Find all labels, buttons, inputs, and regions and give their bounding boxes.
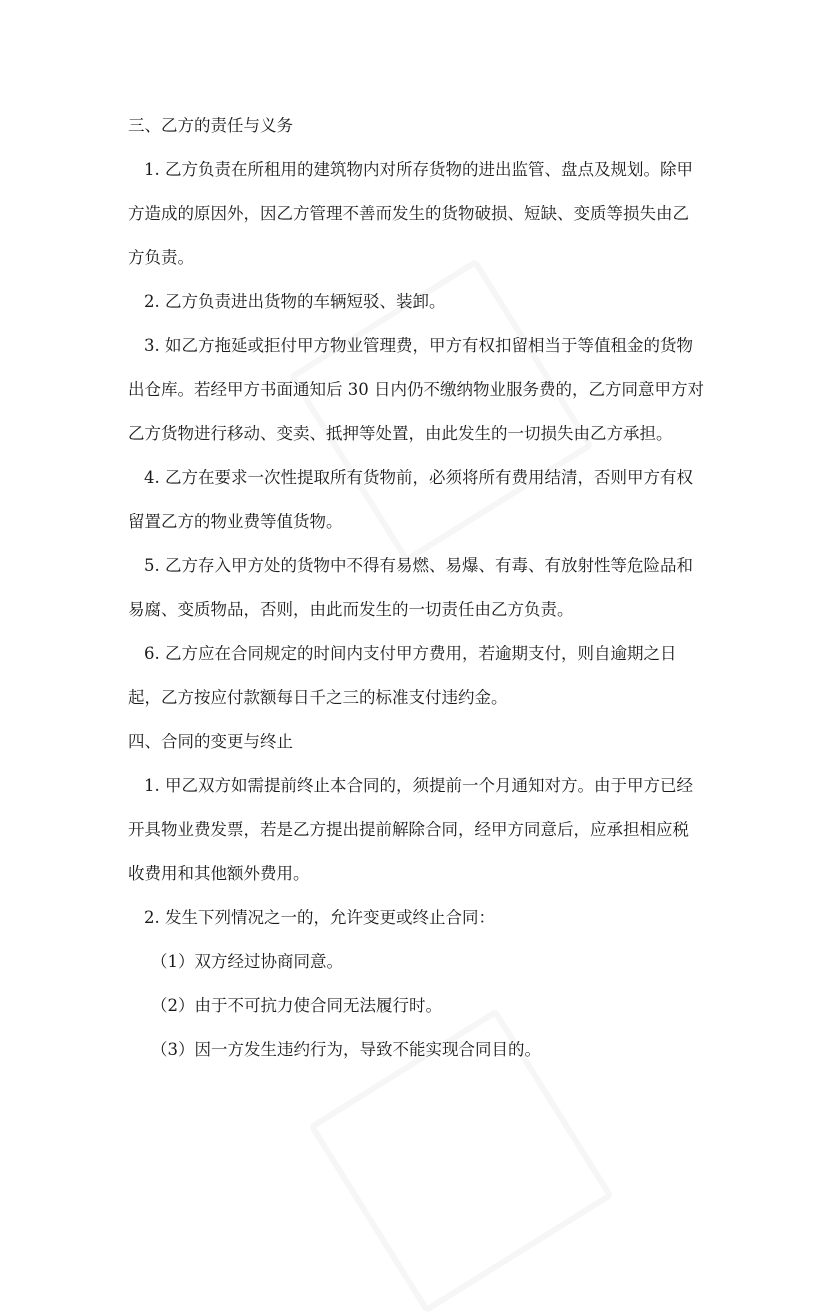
section-heading: 四、合同的变更与终止	[128, 732, 293, 751]
paragraph-line: 3. 如乙方拖延或拒付甲方物业管理费，甲方有权扣留相当于等值租金的货物	[144, 336, 693, 355]
paragraph-line: 1. 甲乙双方如需提前终止本合同的，须提前一个月通知对方。由于甲方已经	[144, 776, 693, 795]
paragraph-line: 乙方货物进行移动、变卖、抵押等处置，由此发生的一切损失由乙方承担。	[128, 424, 673, 443]
paragraph-line: 2. 发生下列情况之一的，允许变更或终止合同：	[144, 908, 495, 927]
paragraph-line: 出仓库。若经甲方书面通知后 30 日内仍不缴纳物业服务费的，乙方同意甲方对	[128, 380, 704, 399]
paragraph-line: 5. 乙方存入甲方处的货物中不得有易燃、易爆、有毒、有放射性等危险品和	[144, 556, 693, 575]
paragraph-line: 1. 乙方负责在所租用的建筑物内对所存货物的进出监管、盘点及规划。除甲	[144, 160, 693, 179]
paragraph-line: 易腐、变质物品，否则，由此而发生的一切责任由乙方负责。	[128, 600, 574, 619]
paragraph-line: 4. 乙方在要求一次性提取所有货物前，必须将所有费用结清，否则甲方有权	[144, 468, 693, 487]
paragraph-line: 起，乙方按应付款额每日千之三的标准支付违约金。	[128, 688, 508, 707]
list-item: （1）双方经过协商同意。	[151, 952, 343, 971]
paragraph-line: 开具物业费发票，若是乙方提出提前解除合同，经甲方同意后，应承担相应税	[128, 820, 689, 839]
list-item: （3）因一方发生违约行为，导致不能实现合同目的。	[151, 1040, 541, 1059]
paragraph-line: 留置乙方的物业费等值货物。	[128, 512, 343, 531]
paragraph-line: 方造成的原因外，因乙方管理不善而发生的货物破损、短缺、变质等损失由乙	[128, 204, 689, 223]
paragraph-line: 6. 乙方应在合同规定的时间内支付甲方费用，若逾期支付，则自逾期之日	[144, 644, 677, 663]
section-heading: 三、乙方的责任与义务	[128, 116, 293, 135]
list-item: （2）由于不可抗力使合同无法履行时。	[151, 996, 442, 1015]
document-body	[128, 104, 708, 1072]
paragraph-line: 2. 乙方负责进出货物的车辆短驳、装卸。	[144, 292, 446, 311]
paragraph-line: 收费用和其他额外费用。	[128, 864, 310, 883]
paragraph-line: 方负责。	[128, 248, 194, 267]
